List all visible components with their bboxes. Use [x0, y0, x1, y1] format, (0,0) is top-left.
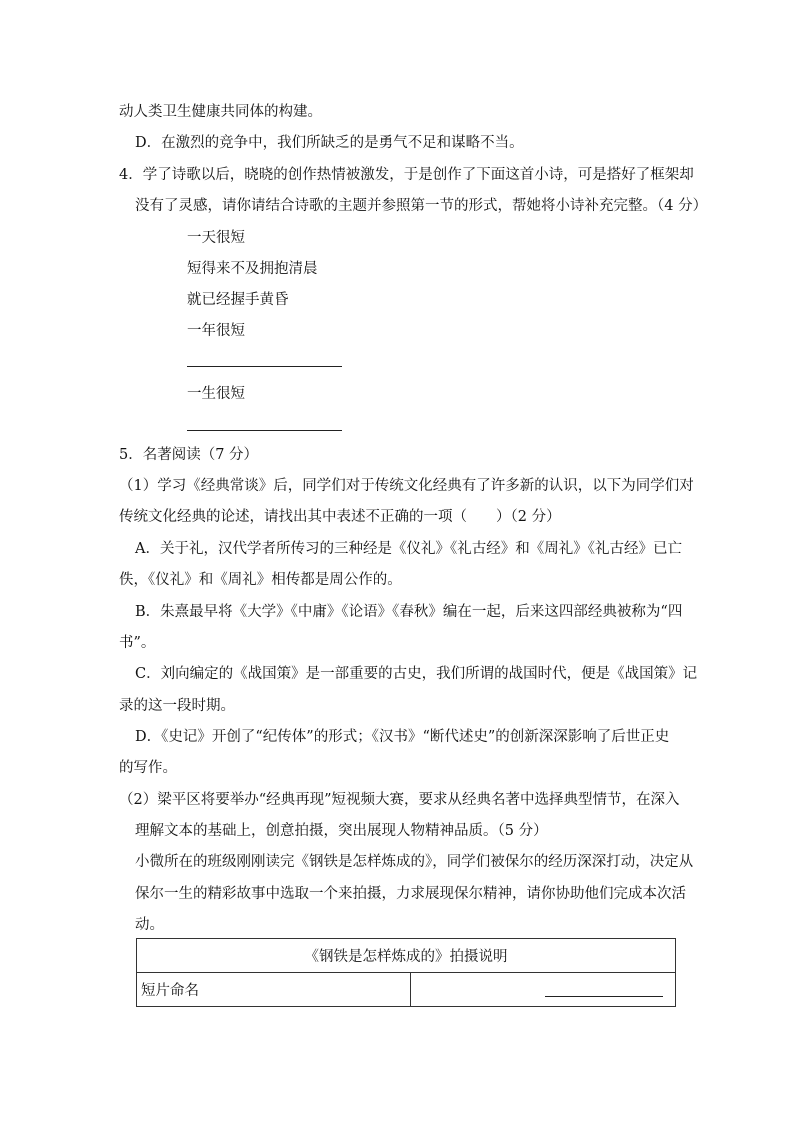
short-film-name-cell[interactable]: [411, 973, 676, 1007]
q3-option-d: D．在激烈的竞争中，我们所缺乏的是勇气不足和谋略不当。: [135, 135, 524, 151]
option-c-line2: 录的这一段时期。: [119, 698, 235, 714]
poem-line: 就已经握手黄昏: [187, 292, 289, 308]
short-film-name-blank[interactable]: [545, 982, 663, 997]
q4-prompt-line2: 没有了灵感，请你请结合诗歌的主题并参照第一节的形式，帮她将小诗补充完整。（4 分）: [135, 198, 708, 214]
q5-part2-line4: 保尔一生的精彩故事中选取一个来拍摄，力求展现保尔精神，请你协助他们完成本次活: [135, 886, 686, 902]
q5-part1-line2: 传统文化经典的论述，请找出其中表述不正确的一项（ ）（2 分）: [119, 509, 561, 525]
q5-part2-line3: 小微所在的班级刚刚读完《钢铁是怎样炼成的》，同学们被保尔的经历深深打动，决定从: [135, 854, 694, 870]
q5-part2-line5: 动。: [135, 917, 164, 933]
table-row: [137, 973, 676, 1007]
option-b-line2: 书”。: [119, 635, 156, 651]
option-d-line1: D．《史记》开创了“纪传体”的形式；《汉书》“断代述史”的创新深深影响了后世正史: [135, 729, 670, 745]
answer-blank-1[interactable]: [187, 366, 342, 367]
option-c-line1: C．刘向编定的《战国策》是一部重要的古史，我们所谓的战国时代，便是《战国策》记: [135, 666, 698, 682]
answer-blank-2[interactable]: [187, 430, 342, 431]
poem-line: 一天很短: [187, 230, 245, 246]
poem-line: 一生很短: [187, 386, 245, 402]
table-title: 《钢铁是怎样炼成的》拍摄说明: [137, 939, 676, 973]
q5-part1-line1: （1）学习《经典常谈》后，同学们对于传统文化经典有了许多新的认识，以下为同学们对: [119, 478, 694, 494]
short-film-name-label: 短片命名: [137, 973, 411, 1007]
option-b-line1: B．朱熹最早将《大学》《中庸》《论语》《春秋》编在一起，后来这四部经典被称为“四: [135, 604, 683, 620]
poem-line: 一年很短: [187, 323, 245, 339]
poem-line: 短得来不及拥抱清晨: [187, 261, 318, 277]
shooting-description-table: [136, 938, 676, 1007]
table-row: [137, 939, 676, 973]
q5-part2-line2: 理解文本的基础上，创意拍摄，突出展现人物精神品质。（5 分）: [135, 823, 548, 839]
option-a-line1: A．关于礼，汉代学者所传习的三种经是《仪礼》《礼古经》和《周礼》《礼古经》已亡: [135, 541, 682, 557]
option-d-line2: 的写作。: [119, 760, 177, 776]
q3-tail-line: 动人类卫生健康共同体的构建。: [119, 104, 322, 120]
q5-heading: 5．名著阅读（7 分）: [119, 447, 259, 463]
q4-prompt-line1: 4．学了诗歌以后，晓晓的创作热情被激发，于是创作了下面这首小诗，可是搭好了框架却: [119, 167, 694, 183]
option-a-line2: 佚，《仪礼》和《周礼》相传都是周公作的。: [119, 572, 402, 588]
q5-part2-line1: （2）梁平区将要举办“经典再现”短视频大赛，要求从经典名著中选择典型情节，在深入: [119, 792, 680, 808]
